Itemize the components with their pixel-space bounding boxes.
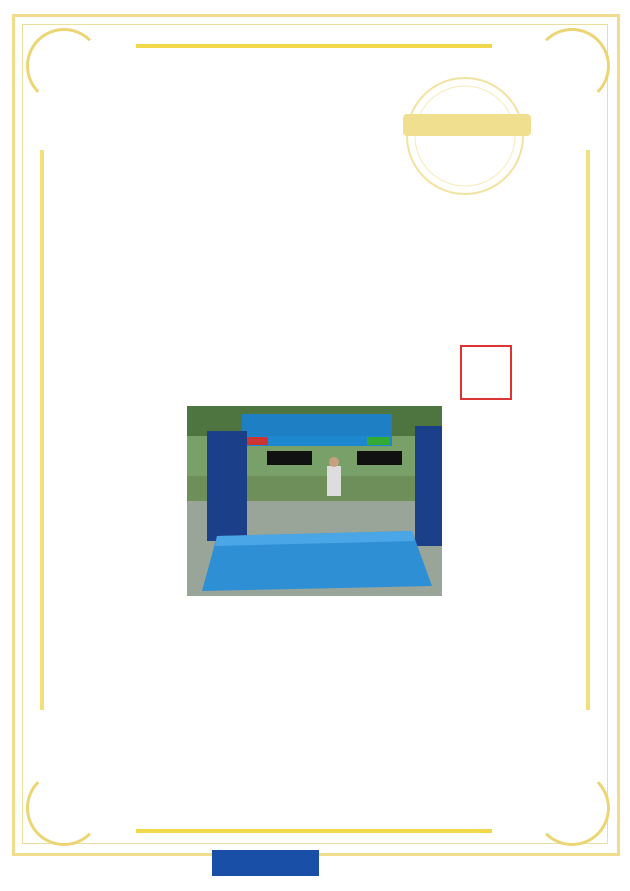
- right-gold-bar: [586, 150, 590, 710]
- saroma-logo: [385, 74, 545, 204]
- corner-ornament-bl: [26, 770, 102, 846]
- footer-brand-zamst: [212, 850, 319, 876]
- lap-time-chart: [68, 622, 368, 762]
- official-seal: [460, 345, 512, 400]
- bottom-gold-bar: [136, 829, 492, 833]
- left-gold-bar: [40, 150, 44, 710]
- corner-ornament-tl: [26, 28, 102, 104]
- corner-ornament-br: [534, 770, 610, 846]
- finish-photo: [187, 406, 442, 596]
- top-gold-bar: [136, 44, 492, 48]
- corner-ornament-tr: [534, 28, 610, 104]
